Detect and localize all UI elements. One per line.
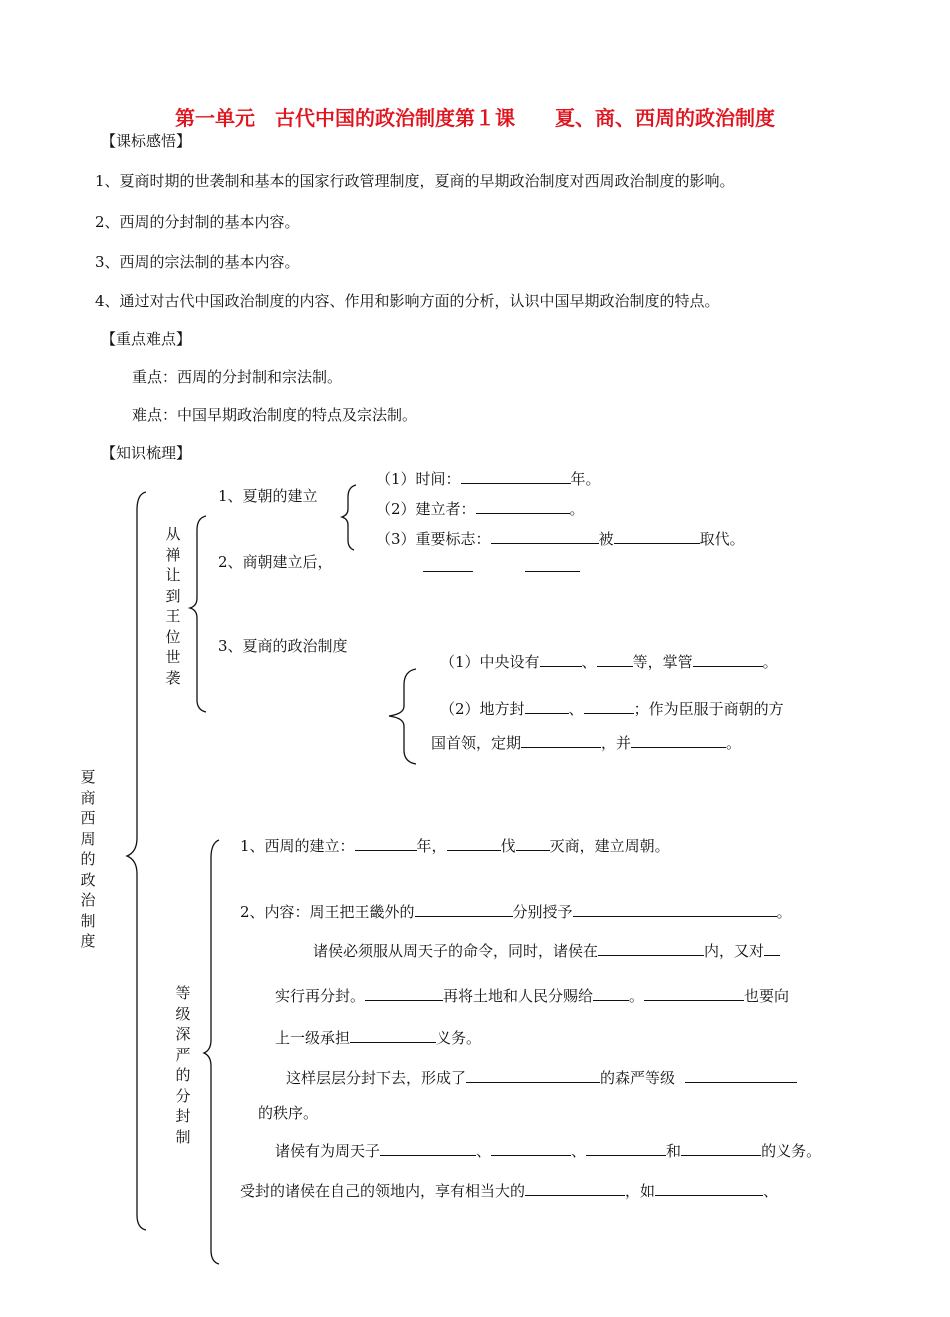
zhou-para-7-text: 受封的诸侯在自己的领地内，享有相当大的 [240, 1182, 526, 1200]
page-title: 第一单元 古代中国的政治制度第１课 夏、商、西周的政治制度 [175, 106, 775, 130]
zhou-para-2-text: 实行再分封。 [275, 987, 366, 1005]
zhou-para-5: 的秩序。 [258, 1104, 319, 1122]
keypoint-difficulty: 难点：中国早期政治制度的特点及宗法制。 [132, 406, 418, 424]
blank-p6-3[interactable] [586, 1140, 666, 1156]
blank-central-3[interactable] [693, 651, 763, 667]
standards-item-2: 2、西周的分封制的基本内容。 [95, 213, 300, 231]
group1-label: 从禅让到王位世袭 [165, 525, 181, 687]
blank-local-3[interactable] [521, 732, 601, 748]
politics-local2-mid: ，并 [601, 734, 632, 752]
blank-local-4[interactable] [631, 732, 726, 748]
blank-p4-2[interactable] [685, 1067, 797, 1083]
zhou-para-6-sep2: 、 [571, 1142, 587, 1160]
xia-heading: 1、夏朝的建立 [218, 487, 318, 505]
blank-p2-3[interactable] [644, 985, 744, 1001]
xia-time-suffix: 年。 [570, 470, 601, 488]
main-brace [127, 492, 146, 1230]
zhou-content-suffix: 。 [776, 903, 792, 921]
group2-brace [204, 840, 219, 1264]
politics-central-suffix: 。 [762, 653, 778, 671]
blank-local-2[interactable] [584, 698, 634, 714]
zhou-para-7-suffix: 、 [763, 1182, 779, 1200]
zhou-founding-row [240, 835, 670, 856]
politics-central-sep: 、 [581, 653, 597, 671]
blank-p6-1[interactable] [380, 1140, 476, 1156]
blank-zhou-whom[interactable] [516, 835, 550, 851]
xia-founder-label: （2）建立者： [376, 500, 476, 518]
zhou-para-3-text: 上一级承担 [275, 1029, 351, 1047]
xia-mark-suffix: 取代。 [699, 530, 745, 548]
zhou-para-7 [240, 1180, 778, 1201]
keypoint-key: 重点：西周的分封制和宗法制。 [132, 368, 343, 386]
politics-local-row [440, 698, 784, 719]
blank-p1-1[interactable] [598, 940, 704, 956]
politics-central-mid: 等，掌管 [632, 653, 693, 671]
blank-xia-founder[interactable] [476, 498, 570, 514]
politics-local2-suffix: 。 [726, 734, 742, 752]
blank-central-1[interactable] [540, 651, 582, 667]
blank-p2-2[interactable] [593, 985, 629, 1001]
xia-mark-label: （3）重要标志： [376, 530, 491, 548]
politics-local-sep: 、 [568, 700, 584, 718]
zhou-founding-year: 年， [416, 837, 447, 855]
politics-heading: 3、夏商的政治制度 [218, 637, 348, 655]
xia-time-row [376, 468, 601, 489]
blank-local-1[interactable] [525, 698, 569, 714]
blank-p4-1[interactable] [466, 1067, 600, 1083]
blank-p7-1[interactable] [525, 1180, 625, 1196]
standards-item-4: 4、通过对古代中国政治制度的内容、作用和影响方面的分析，认识中国早期政治制度的特点。 [95, 292, 720, 310]
blank-central-2[interactable] [597, 651, 633, 667]
blank-xia-time[interactable] [461, 468, 571, 484]
section-keypoints-heading: 【重点难点】 [101, 330, 192, 348]
obscured-text-patch [350, 556, 402, 572]
blank-p3-1[interactable] [350, 1027, 436, 1043]
xia-time-label: （1）时间： [376, 470, 461, 488]
zhou-para-6-sep1: 、 [476, 1142, 492, 1160]
zhou-para-3 [275, 1027, 481, 1048]
shang-heading: 2、商朝建立后， [218, 553, 333, 571]
zhou-para-1-text: 诸侯必须服从周天子的命令，同时，诸侯在 [313, 942, 599, 960]
zhou-para-1 [313, 940, 780, 961]
blank-content-2[interactable] [573, 901, 777, 917]
zhou-para-6-suffix: 的义务。 [761, 1142, 822, 1160]
zhou-para-6-text: 诸侯有为周天子 [275, 1142, 381, 1160]
zhou-para-4-text: 这样层层分封下去，形成了 [286, 1069, 467, 1087]
zhou-para-2-sep: 。 [629, 987, 645, 1005]
zhou-para-3-suffix: 义务。 [436, 1029, 482, 1047]
politics-local2-label: 国首领，定期 [431, 734, 522, 752]
zhou-founding-suffix: 灭商，建立周朝。 [549, 837, 670, 855]
xia-mark-row [376, 528, 745, 549]
zhou-para-4-mid: 的森严等级 [600, 1069, 676, 1087]
blank-p7-2[interactable] [655, 1180, 763, 1196]
section-standards-heading: 【课标感悟】 [101, 132, 192, 150]
zhou-content-mid: 分别授予 [512, 903, 573, 921]
group2-label: 等级深严的分封制 [175, 984, 191, 1146]
zhou-content-label: 2、内容：周王把王畿外的 [240, 903, 415, 921]
politics-local-mid: ；作为臣服于商朝的方 [633, 700, 784, 718]
politics-central-row [440, 651, 778, 672]
zhou-para-4 [286, 1067, 797, 1088]
politics-local-row-2 [431, 732, 741, 753]
blank-zhou-year[interactable] [355, 835, 417, 851]
standards-item-1: 1、夏商时期的世袭制和基本的国家行政管理制度，夏商的早期政治制度对西周政治制度的影响。 [95, 172, 735, 190]
politics-local-label: （2）地方封 [440, 700, 525, 718]
blank-shang-1[interactable] [423, 556, 473, 572]
main-label: 夏商西周的政治制度 [80, 768, 96, 950]
blank-shang-2[interactable] [525, 556, 580, 572]
politics-central-label: （1）中央设有 [440, 653, 540, 671]
blank-xia-mark-1[interactable] [491, 528, 599, 544]
zhou-para-1-mid: 内，又对 [704, 942, 765, 960]
xia-founder-suffix: 。 [569, 500, 585, 518]
blank-content-1[interactable] [415, 901, 513, 917]
group1-brace [190, 516, 206, 712]
xia-brace [342, 485, 356, 550]
zhou-founding-fa: 伐 [500, 837, 516, 855]
standards-item-3: 3、西周的宗法制的基本内容。 [95, 253, 300, 271]
zhou-founding-label: 1、西周的建立： [240, 837, 355, 855]
blank-p6-4[interactable] [681, 1140, 761, 1156]
blank-p2-1[interactable] [365, 985, 443, 1001]
xia-founder-row [376, 498, 585, 519]
zhou-para-6-and: 和 [666, 1142, 682, 1160]
politics-brace [389, 669, 416, 764]
zhou-content-row [240, 901, 792, 922]
zhou-para-2-mid: 再将土地和人民分赐给 [443, 987, 594, 1005]
zhou-para-7-mid: ，如 [625, 1182, 656, 1200]
blank-p6-2[interactable] [491, 1140, 571, 1156]
blank-zhou-who[interactable] [447, 835, 501, 851]
zhou-para-6 [275, 1140, 821, 1161]
section-knowledge-heading: 【知识梳理】 [101, 444, 192, 462]
zhou-para-2 [275, 985, 789, 1006]
xia-mark-mid: 被 [598, 530, 614, 548]
zhou-para-2-suffix: 也要向 [744, 987, 790, 1005]
blank-xia-mark-2[interactable] [614, 528, 700, 544]
blank-p1-2[interactable] [764, 940, 780, 956]
